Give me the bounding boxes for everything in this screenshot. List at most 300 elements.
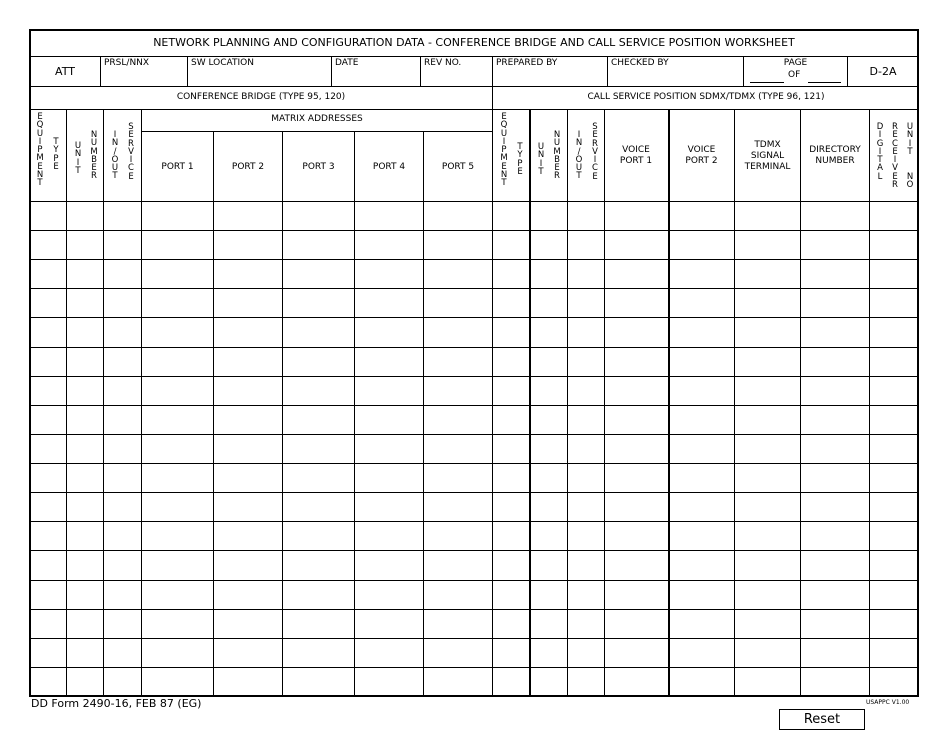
col-service-label: S E R V I C E xyxy=(128,122,134,182)
table-cell[interactable] xyxy=(143,202,213,230)
table-cell[interactable] xyxy=(871,377,919,405)
table-cell[interactable] xyxy=(569,318,604,347)
table-cell[interactable] xyxy=(736,493,800,521)
table-cell[interactable] xyxy=(68,289,103,317)
table-cell[interactable] xyxy=(425,202,492,230)
table-cell[interactable] xyxy=(802,464,869,492)
table-cell[interactable] xyxy=(871,522,919,550)
table-cell[interactable] xyxy=(802,639,869,667)
table-cell[interactable] xyxy=(68,639,103,667)
table-cell[interactable] xyxy=(68,464,103,492)
table-cell[interactable] xyxy=(143,348,213,376)
table-cell[interactable] xyxy=(569,610,604,638)
table-cell[interactable] xyxy=(356,260,423,288)
table-cell[interactable] xyxy=(606,464,668,492)
table-cell[interactable] xyxy=(31,289,66,317)
table-cell[interactable] xyxy=(31,231,66,259)
col-number-label: N U M B E R xyxy=(90,130,98,182)
table-cell[interactable] xyxy=(215,318,282,347)
col-in-out-label: I N / O U T xyxy=(111,130,119,182)
table-cell[interactable] xyxy=(215,377,282,405)
table-cell[interactable] xyxy=(143,289,213,317)
table-cell[interactable] xyxy=(531,668,567,696)
date-field[interactable] xyxy=(332,70,420,85)
table-cell[interactable] xyxy=(31,668,66,696)
table-cell[interactable] xyxy=(736,377,800,405)
table-cell[interactable] xyxy=(494,406,529,434)
table-cell[interactable] xyxy=(494,231,529,259)
table-cell[interactable] xyxy=(569,581,604,609)
table-cell[interactable] xyxy=(494,551,529,580)
table-cell[interactable] xyxy=(670,406,734,434)
table-cell[interactable] xyxy=(871,231,919,259)
table-cell[interactable] xyxy=(425,610,492,638)
table-cell[interactable] xyxy=(736,639,800,667)
table-cell[interactable] xyxy=(425,231,492,259)
table-cell[interactable] xyxy=(105,202,141,230)
prepared-by-field[interactable] xyxy=(493,70,607,85)
table-cell[interactable] xyxy=(284,377,354,405)
column-divider xyxy=(103,109,104,696)
table-cell[interactable] xyxy=(215,610,282,638)
table-cell[interactable] xyxy=(736,435,800,463)
table-cell[interactable] xyxy=(425,435,492,463)
table-cell[interactable] xyxy=(606,668,668,696)
table-cell[interactable] xyxy=(356,551,423,580)
table-cell[interactable] xyxy=(215,260,282,288)
table-cell[interactable] xyxy=(736,289,800,317)
col-type-label: T Y P E xyxy=(53,137,59,172)
table-cell[interactable] xyxy=(494,493,529,521)
table-cell[interactable] xyxy=(531,231,567,259)
table-cell[interactable] xyxy=(215,493,282,521)
table-cell[interactable] xyxy=(736,260,800,288)
table-cell[interactable] xyxy=(569,435,604,463)
table-cell[interactable] xyxy=(425,464,492,492)
table-cell[interactable] xyxy=(105,610,141,638)
table-cell[interactable] xyxy=(871,639,919,667)
table-cell[interactable] xyxy=(31,610,66,638)
table-cell[interactable] xyxy=(494,377,529,405)
table-cell[interactable] xyxy=(215,639,282,667)
table-cell[interactable] xyxy=(425,639,492,667)
table-cell[interactable] xyxy=(736,581,800,609)
table-cell[interactable] xyxy=(494,581,529,609)
table-cell[interactable] xyxy=(531,522,567,550)
table-cell[interactable] xyxy=(569,377,604,405)
table-cell[interactable] xyxy=(143,522,213,550)
table-cell[interactable] xyxy=(670,639,734,667)
table-cell[interactable] xyxy=(802,522,869,550)
table-cell[interactable] xyxy=(68,406,103,434)
table-cell[interactable] xyxy=(356,522,423,550)
table-cell[interactable] xyxy=(143,318,213,347)
table-cell[interactable] xyxy=(105,639,141,667)
table-cell[interactable] xyxy=(284,231,354,259)
table-cell[interactable] xyxy=(802,406,869,434)
table-cell[interactable] xyxy=(606,435,668,463)
table-cell[interactable] xyxy=(606,260,668,288)
table-cell[interactable] xyxy=(736,318,800,347)
table-cell[interactable] xyxy=(802,551,869,580)
rev-no-field[interactable] xyxy=(421,70,492,85)
table-cell[interactable] xyxy=(569,522,604,550)
table-cell[interactable] xyxy=(105,231,141,259)
table-cell[interactable] xyxy=(215,231,282,259)
column-divider xyxy=(869,109,870,696)
table-cell[interactable] xyxy=(569,493,604,521)
table-cell[interactable] xyxy=(143,260,213,288)
table-cell[interactable] xyxy=(356,610,423,638)
table-cell[interactable] xyxy=(606,551,668,580)
table-cell[interactable] xyxy=(494,639,529,667)
table-cell[interactable] xyxy=(356,348,423,376)
table-cell[interactable] xyxy=(606,406,668,434)
table-cell[interactable] xyxy=(143,377,213,405)
table-cell[interactable] xyxy=(425,289,492,317)
table-cell[interactable] xyxy=(531,435,567,463)
table-cell[interactable] xyxy=(105,522,141,550)
col-receiver-label: R E C E I V E R xyxy=(892,122,898,191)
table-cell[interactable] xyxy=(356,289,423,317)
sw-location-field[interactable] xyxy=(188,70,331,85)
table-cell[interactable] xyxy=(494,348,529,376)
table-cell[interactable] xyxy=(871,260,919,288)
table-cell[interactable] xyxy=(143,406,213,434)
table-cell[interactable] xyxy=(494,289,529,317)
table-cell[interactable] xyxy=(802,581,869,609)
table-cell[interactable] xyxy=(531,464,567,492)
table-cell[interactable] xyxy=(569,406,604,434)
table-cell[interactable] xyxy=(871,551,919,580)
table-cell[interactable] xyxy=(31,435,66,463)
table-cell[interactable] xyxy=(105,464,141,492)
table-cell[interactable] xyxy=(531,493,567,521)
table-cell[interactable] xyxy=(284,668,354,696)
table-cell[interactable] xyxy=(105,318,141,347)
table-cell[interactable] xyxy=(494,318,529,347)
table-cell[interactable] xyxy=(215,406,282,434)
table-cell[interactable] xyxy=(284,202,354,230)
table-cell[interactable] xyxy=(736,610,800,638)
table-cell[interactable] xyxy=(356,202,423,230)
table-cell[interactable] xyxy=(802,493,869,521)
table-cell[interactable] xyxy=(215,581,282,609)
table-cell[interactable] xyxy=(531,318,567,347)
table-cell[interactable] xyxy=(68,318,103,347)
table-cell[interactable] xyxy=(31,581,66,609)
table-cell[interactable] xyxy=(670,435,734,463)
table-cell[interactable] xyxy=(736,202,800,230)
table-cell[interactable] xyxy=(284,406,354,434)
table-cell[interactable] xyxy=(670,551,734,580)
table-cell[interactable] xyxy=(802,610,869,638)
table-cell[interactable] xyxy=(356,668,423,696)
table-cell[interactable] xyxy=(606,202,668,230)
table-cell[interactable] xyxy=(871,435,919,463)
table-cell[interactable] xyxy=(802,377,869,405)
sw-location-label: SW LOCATION xyxy=(191,58,254,68)
table-cell[interactable] xyxy=(68,581,103,609)
table-cell[interactable] xyxy=(871,289,919,317)
table-cell[interactable] xyxy=(356,406,423,434)
table-cell[interactable] xyxy=(802,668,869,696)
table-cell[interactable] xyxy=(105,406,141,434)
table-cell[interactable] xyxy=(215,668,282,696)
table-cell[interactable] xyxy=(425,551,492,580)
table-cell[interactable] xyxy=(736,464,800,492)
table-cell[interactable] xyxy=(105,551,141,580)
table-cell[interactable] xyxy=(143,551,213,580)
table-cell[interactable] xyxy=(105,289,141,317)
table-cell[interactable] xyxy=(802,289,869,317)
table-cell[interactable] xyxy=(356,231,423,259)
table-cell[interactable] xyxy=(68,610,103,638)
table-cell[interactable] xyxy=(356,435,423,463)
column-divider xyxy=(354,131,355,696)
table-cell[interactable] xyxy=(871,202,919,230)
table-cell[interactable] xyxy=(31,551,66,580)
table-cell[interactable] xyxy=(670,377,734,405)
table-cell[interactable] xyxy=(105,493,141,521)
table-cell[interactable] xyxy=(670,260,734,288)
table-cell[interactable] xyxy=(670,581,734,609)
table-cell[interactable] xyxy=(494,260,529,288)
table-cell[interactable] xyxy=(143,231,213,259)
divider xyxy=(29,56,919,57)
table-cell[interactable] xyxy=(68,551,103,580)
table-cell[interactable] xyxy=(215,464,282,492)
table-cell[interactable] xyxy=(606,231,668,259)
table-cell[interactable] xyxy=(425,668,492,696)
table-cell[interactable] xyxy=(670,464,734,492)
table-cell[interactable] xyxy=(284,435,354,463)
table-cell[interactable] xyxy=(802,260,869,288)
table-cell[interactable] xyxy=(284,610,354,638)
table-cell[interactable] xyxy=(105,581,141,609)
prsl-nnx-field[interactable] xyxy=(101,70,187,85)
table-cell[interactable] xyxy=(494,610,529,638)
table-cell[interactable] xyxy=(105,260,141,288)
table-cell[interactable] xyxy=(31,348,66,376)
table-cell[interactable] xyxy=(143,435,213,463)
table-cell[interactable] xyxy=(284,348,354,376)
table-cell[interactable] xyxy=(871,406,919,434)
table-cell[interactable] xyxy=(215,348,282,376)
table-cell[interactable] xyxy=(215,289,282,317)
table-cell[interactable] xyxy=(531,348,567,376)
table-cell[interactable] xyxy=(736,522,800,550)
table-cell[interactable] xyxy=(569,639,604,667)
table-cell[interactable] xyxy=(494,202,529,230)
table-cell[interactable] xyxy=(284,464,354,492)
table-cell[interactable] xyxy=(31,406,66,434)
table-cell[interactable] xyxy=(606,522,668,550)
table-cell[interactable] xyxy=(606,348,668,376)
table-cell[interactable] xyxy=(105,668,141,696)
table-cell[interactable] xyxy=(31,639,66,667)
table-cell[interactable] xyxy=(531,377,567,405)
table-cell[interactable] xyxy=(143,610,213,638)
table-cell[interactable] xyxy=(670,289,734,317)
table-cell[interactable] xyxy=(284,260,354,288)
table-cell[interactable] xyxy=(569,289,604,317)
table-cell[interactable] xyxy=(670,318,734,347)
table-cell[interactable] xyxy=(105,377,141,405)
table-cell[interactable] xyxy=(606,377,668,405)
table-cell[interactable] xyxy=(284,522,354,550)
table-cell[interactable] xyxy=(284,639,354,667)
csp-col-type-label: T Y P E xyxy=(517,142,523,177)
table-cell[interactable] xyxy=(531,202,567,230)
table-cell[interactable] xyxy=(569,202,604,230)
table-cell[interactable] xyxy=(569,668,604,696)
table-cell[interactable] xyxy=(531,289,567,317)
table-cell[interactable] xyxy=(143,464,213,492)
table-cell[interactable] xyxy=(670,610,734,638)
table-cell[interactable] xyxy=(494,435,529,463)
table-cell[interactable] xyxy=(606,318,668,347)
table-cell[interactable] xyxy=(425,260,492,288)
table-cell[interactable] xyxy=(871,348,919,376)
table-cell[interactable] xyxy=(356,377,423,405)
table-cell[interactable] xyxy=(68,260,103,288)
table-cell[interactable] xyxy=(31,377,66,405)
table-cell[interactable] xyxy=(531,260,567,288)
table-cell[interactable] xyxy=(494,464,529,492)
table-cell[interactable] xyxy=(284,581,354,609)
table-cell[interactable] xyxy=(425,318,492,347)
table-cell[interactable] xyxy=(31,464,66,492)
table-cell[interactable] xyxy=(531,406,567,434)
table-cell[interactable] xyxy=(143,493,213,521)
table-cell[interactable] xyxy=(68,435,103,463)
page-total-field[interactable] xyxy=(808,68,841,82)
table-cell[interactable] xyxy=(68,348,103,376)
table-cell[interactable] xyxy=(569,348,604,376)
table-cell[interactable] xyxy=(68,202,103,230)
table-cell[interactable] xyxy=(871,610,919,638)
table-cell[interactable] xyxy=(284,318,354,347)
page-number-field[interactable] xyxy=(750,68,784,82)
table-cell[interactable] xyxy=(31,318,66,347)
table-cell[interactable] xyxy=(143,581,213,609)
table-cell[interactable] xyxy=(670,522,734,550)
table-cell[interactable] xyxy=(356,464,423,492)
table-cell[interactable] xyxy=(425,493,492,521)
table-cell[interactable] xyxy=(606,289,668,317)
table-cell[interactable] xyxy=(569,464,604,492)
table-cell[interactable] xyxy=(425,377,492,405)
table-cell[interactable] xyxy=(425,581,492,609)
col-equipment-label: E Q U I P M E N T xyxy=(36,112,44,189)
reset-button[interactable]: Reset xyxy=(779,709,865,730)
table-cell[interactable] xyxy=(802,435,869,463)
table-cell[interactable] xyxy=(736,348,800,376)
table-cell[interactable] xyxy=(356,318,423,347)
table-cell[interactable] xyxy=(606,493,668,521)
table-cell[interactable] xyxy=(736,231,800,259)
table-cell[interactable] xyxy=(494,522,529,550)
table-cell[interactable] xyxy=(670,348,734,376)
table-cell[interactable] xyxy=(105,348,141,376)
table-cell[interactable] xyxy=(531,551,567,580)
table-cell[interactable] xyxy=(670,493,734,521)
table-cell[interactable] xyxy=(736,406,800,434)
table-cell[interactable] xyxy=(871,464,919,492)
table-cell[interactable] xyxy=(871,668,919,696)
table-cell[interactable] xyxy=(569,260,604,288)
table-cell[interactable] xyxy=(569,551,604,580)
checked-by-field[interactable] xyxy=(608,70,743,85)
table-cell[interactable] xyxy=(871,318,919,347)
table-cell[interactable] xyxy=(68,377,103,405)
table-cell[interactable] xyxy=(425,406,492,434)
table-cell[interactable] xyxy=(531,639,567,667)
table-cell[interactable] xyxy=(802,318,869,347)
csp-col-equipment-label: E Q U I P M E N T xyxy=(500,112,508,189)
of-label: OF xyxy=(788,70,801,80)
table-cell[interactable] xyxy=(606,581,668,609)
table-cell[interactable] xyxy=(31,202,66,230)
table-cell[interactable] xyxy=(215,522,282,550)
table-cell[interactable] xyxy=(606,639,668,667)
table-cell[interactable] xyxy=(802,202,869,230)
table-cell[interactable] xyxy=(670,231,734,259)
table-cell[interactable] xyxy=(356,493,423,521)
table-cell[interactable] xyxy=(871,493,919,521)
table-cell[interactable] xyxy=(871,581,919,609)
table-cell[interactable] xyxy=(215,551,282,580)
table-cell[interactable] xyxy=(284,289,354,317)
table-cell[interactable] xyxy=(31,260,66,288)
table-cell[interactable] xyxy=(569,231,604,259)
table-cell[interactable] xyxy=(802,231,869,259)
table-cell[interactable] xyxy=(215,435,282,463)
table-cell[interactable] xyxy=(531,610,567,638)
table-cell[interactable] xyxy=(531,581,567,609)
table-cell[interactable] xyxy=(425,522,492,550)
table-cell[interactable] xyxy=(143,639,213,667)
table-cell[interactable] xyxy=(215,202,282,230)
table-cell[interactable] xyxy=(356,581,423,609)
table-cell[interactable] xyxy=(68,231,103,259)
table-cell[interactable] xyxy=(68,668,103,696)
table-cell[interactable] xyxy=(425,348,492,376)
table-cell[interactable] xyxy=(143,668,213,696)
table-cell[interactable] xyxy=(68,522,103,550)
table-cell[interactable] xyxy=(68,493,103,521)
table-cell[interactable] xyxy=(670,668,734,696)
table-cell[interactable] xyxy=(802,348,869,376)
table-cell[interactable] xyxy=(31,493,66,521)
table-cell[interactable] xyxy=(736,668,800,696)
table-cell[interactable] xyxy=(284,551,354,580)
table-cell[interactable] xyxy=(31,522,66,550)
form-code: D-2A xyxy=(869,65,897,78)
table-cell[interactable] xyxy=(284,493,354,521)
table-cell[interactable] xyxy=(356,639,423,667)
column-divider xyxy=(604,109,605,696)
table-cell[interactable] xyxy=(670,202,734,230)
table-cell[interactable] xyxy=(736,551,800,580)
col-tdmx-signal-terminal: TDMX SIGNAL TERMINAL xyxy=(744,140,791,172)
table-cell[interactable] xyxy=(494,668,529,696)
col-port-1: PORT 1 xyxy=(161,162,194,172)
table-cell[interactable] xyxy=(105,435,141,463)
table-cell[interactable] xyxy=(606,610,668,638)
column-divider xyxy=(282,131,283,696)
